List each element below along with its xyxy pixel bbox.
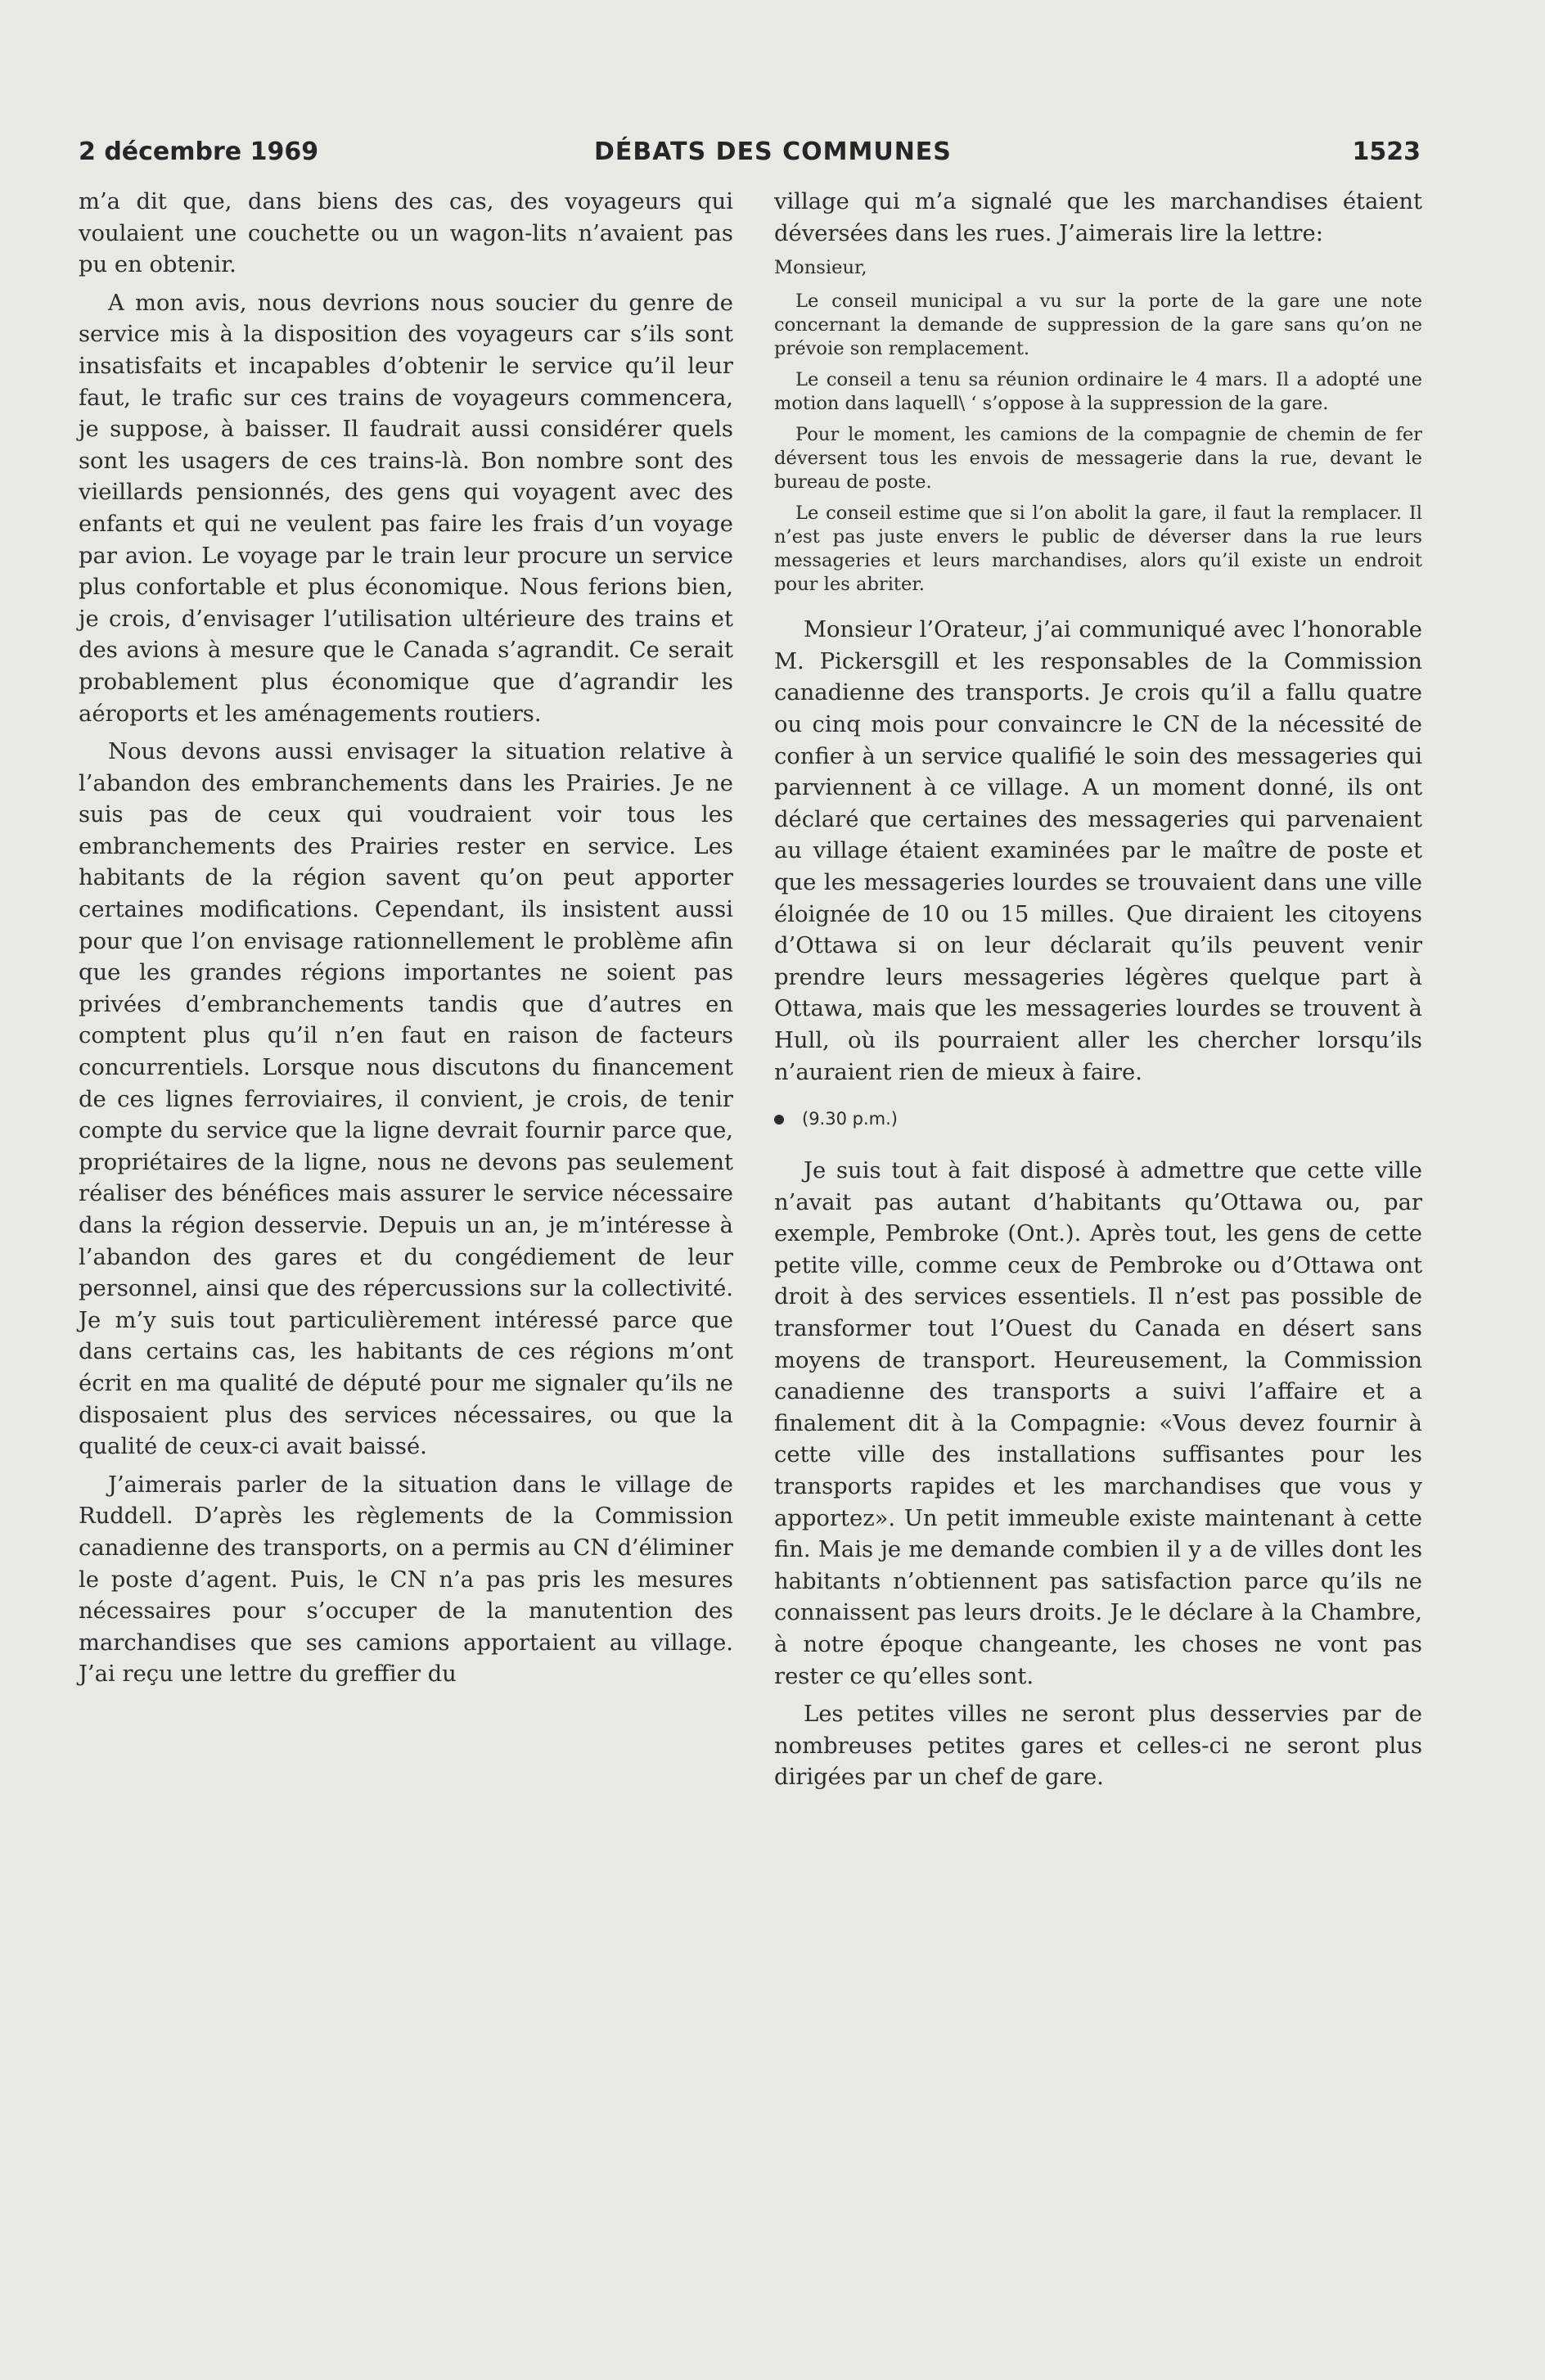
paragraph: Je suis tout à fait disposé à admettre que cette ville n’avait pas autant d’habitants qu’Ottawa ou, par exemple, Pembroke (Ont.). Après tout, les gens de cette petite ville, comme ceux de Pembroke ou d’Ottawa ont droit à des services essentiels. Il n’est pas possible de transformer tout l’Ouest du Canada en désert sans moyens de transport. Heureusement, la Commission canadienne des transports a suivi l’affaire et a finalement dit à la Compagnie: «Vous devez fournir à cette ville des installations suffisantes pour les transports rapides et les marchandises que vous y apportez». Un petit immeuble existe maintenant à cette fin. Mais je me demande combien il y a de villes dont les habitants n’obtiennent pas satisfaction parce qu’ils ne connaissent pas leurs droits. Je le déclare à la Chambre, à notre époque changeante, les choses ne vont pas rester ce qu’elles sont.: [774, 1158, 1422, 1689]
time-marker-text: (9.30 p.m.): [802, 1109, 898, 1129]
quoted-letter: [774, 256, 1422, 597]
header-date: 2 décembre 1969: [79, 137, 319, 166]
running-header: [79, 137, 1421, 174]
letter-paragraph: Pour le moment, les camions de la compagnie de chemin de fer déversent tous les envois de messagerie dans la rue, devant le bureau de poste.: [774, 424, 1422, 494]
letter-paragraph: Le conseil estime que si l’on abolit la gare, il faut la remplacer. Il n’est pas juste envers le public de déverser dans la rue leurs messageries et leurs marchandises, alors qu’il existe un endroit pour les abriter.: [774, 503, 1422, 596]
right-column: [774, 187, 1422, 1801]
bullet-icon: [774, 1115, 784, 1125]
header-title: DÉBATS DES COMMUNES: [594, 137, 952, 166]
paragraph: Monsieur l’Orateur, j’ai communiqué avec l’honorable M. Pickersgill et les responsables de la Commission canadienne des transports. Je crois qu’il a fallu quatre ou cinq mois pour convaincre le CN de la nécessité de confier à un service qualifié le soin des messageries qui parviennent à ce village. A un moment donné, ils ont déclaré que certaines des messageries qui parvenaient au village étaient examinées par le maître de poste et que les messageries lourdes se trouvaient dans une ville éloignée de 10 ou 15 milles. Que diraient les citoyens d’Ottawa si on leur déclarait qu’ils peuvent venir prendre leurs messageries légères quelque part à Ottawa, mais que les messageries lourdes se trouvent à Hull, où ils pourraient aller les chercher lorsqu’ils n’auraient rien de mieux à faire.: [774, 617, 1422, 1085]
letter-salutation: Monsieur,: [774, 257, 867, 279]
paragraph: J’aimerais parler de la situation dans le village de Ruddell. D’après les règlements de la Commission canadienne des transports, on a permis au CN d’éliminer le poste d’agent. Puis, le CN n’a pas pris les mesures nécessaires pour s’occuper de la manutention des marchandises que ses camions apportaient au village. J’ai reçu une lettre du greffier du: [79, 1472, 733, 1688]
header-page-number: 1523: [1352, 137, 1421, 166]
paragraph: m’a dit que, dans biens des cas, des voyageurs qui voulaient une couchette ou un wagon-lits n’avaient pas pu en obtenir.: [79, 189, 733, 278]
paragraph: village qui m’a signalé que les marchandises étaient déversées dans les rues. J’aimerais lire la lettre:: [774, 189, 1422, 246]
paragraph: Les petites villes ne seront plus desservies par de nombreuses petites gares et celles-ci ne seront plus dirigées par un chef de gare.: [774, 1702, 1422, 1791]
letter-paragraph: Le conseil a tenu sa réunion ordinaire le 4 mars. Il a adopté une motion dans laquell\ ‘ s’oppose à la suppression de la gare.: [774, 369, 1422, 415]
paragraph: Nous devons aussi envisager la situation relative à l’abandon des embranchements dans les Prairies. Je ne suis pas de ceux qui voudraient voir tous les embranchements des Prairies rester en service. Les habitants de la région savent qu’on peut apporter certaines modifications. Cependant, ils insistent aussi pour que l’on envisage rationnellement le problème afin que les grandes régions importantes ne soient pas privées d’embranchements tandis que d’autres en comptent plus qu’il n’en faut en raison de facteurs concurrentiels. Lorsque nous discutons du financement de ces lignes ferroviaires, il convient, je crois, de tenir compte du service que la ligne devrait fournir parce que, propriétaires de la ligne, nous ne devons pas seulement réaliser des bénéfices mais assurer le service nécessaire dans la région desservie. Depuis un an, je m’intéresse à l’abandon des gares et du congédiement de leur personnel, ainsi que des répercussions sur la collectivité. Je m’y suis tout particulièrement intéressé parce que dans certains cas, les habitants de ces régions m’ont écrit en ma qualité de député pour me signaler qu’ils ne disposaient plus des services nécessaires, ou que la qualité de ceux-ci avait baissé.: [79, 739, 733, 1460]
left-column: [79, 187, 733, 1697]
letter-paragraph: Le conseil municipal a vu sur la porte de la gare une note concernant la demande de suppression de la gare sans qu’on ne prévoie son remplacement.: [774, 291, 1422, 360]
time-marker: [774, 1107, 1422, 1131]
paragraph: A mon avis, nous devrions nous soucier du genre de service mis à la disposition des voyageurs car s’ils sont insatisfaits et incapables d’obtenir le service qu’il leur faut, le trafic sur ces trains de voyageurs commencera, je suppose, à baisser. Il faudrait aussi considérer quels sont les usagers de ces trains-là. Bon nombre sont des vieillards pensionnés, des gens qui voyagent avec des enfants et qui ne veulent pas faire les frais d’un voyage par avion. Le voyage par le train leur procure un service plus confortable et plus économique. Nous ferions bien, je crois, d’envisager l’utilisation ultérieure des trains et des avions à mesure que le Canada s’agrandit. Ce serait probablement plus économique que d’agrandir les aéroports et les aménagements routiers.: [79, 290, 733, 727]
